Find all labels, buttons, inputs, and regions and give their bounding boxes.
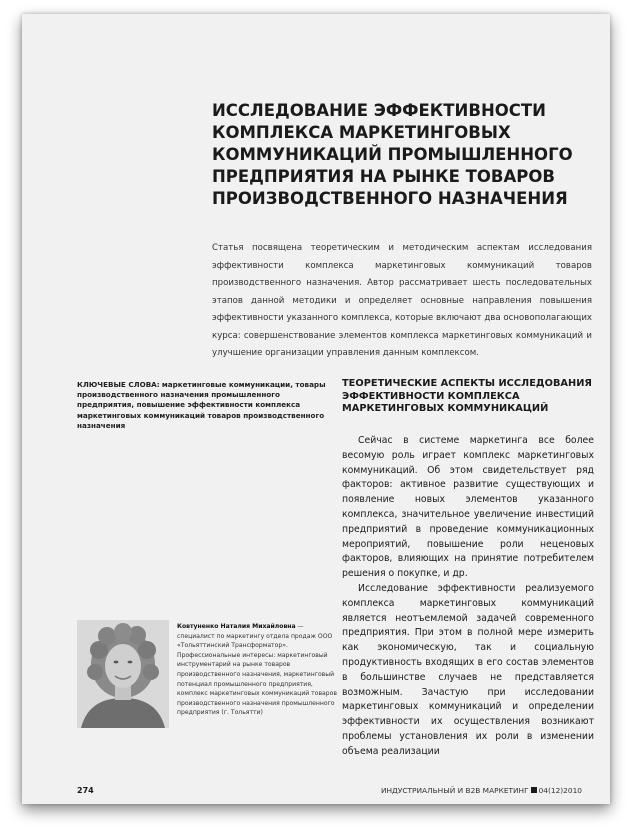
journal-issue: 04(12)2010 <box>538 786 582 795</box>
article-abstract: Статья посвящена теоретическим и методическим аспектам исследования эффективности комплекса маркетинговых коммуникаций товаров производственного назначения. Автор рассматривает шесть последовательных этапов данной методики и определяет основные направления повышения эффективности указанного комплекса, которые включают два основополагающих курса: совершенствование элементов комплекса маркетинговых коммуникаций и улучшение организации управления данным комплексом. <box>212 243 592 358</box>
keywords-block <box>77 380 339 431</box>
journal-name: ИНДУСТРИАЛЬНЫЙ И B2B МАРКЕТИНГ <box>380 786 529 795</box>
section-title: ТЕОРЕТИЧЕСКИЕ АСПЕКТЫ ИССЛЕДОВАНИЯ ЭФФЕКТИВНОСТИ КОМПЛЕКСА МАРКЕТИНГОВЫХ КОММУНИКАЦИЙ <box>342 378 592 414</box>
author-photo <box>77 620 169 728</box>
author-portrait-icon <box>77 620 169 728</box>
journal-footer <box>381 786 582 795</box>
body-paragraph: Сейчас в системе маркетинга все более весомую роль играет комплекс маркетинговых коммуникаций. Об этом свидетельствует ряд факторов: активное развитие существующих и появление новых элементов указанного комплекса, значительное увеличение инвестиций предприятий в проведение коммуникационных мероприятий, повышение роли неценовых факторов, влияющих на принятие потребителем решения о покупке, и др. <box>342 435 594 580</box>
article-body <box>342 434 594 760</box>
author-name: Ковтуненко Наталия Михайловна <box>177 623 296 630</box>
journal-page <box>22 14 610 804</box>
keywords-label: КЛЮЧЕВЫЕ СЛОВА: <box>77 380 160 389</box>
body-paragraph: Исследование эффективности реализуемого комплекса маркетинговых коммуникаций является неотъемлемой задачей современного предприятия. При этом в полной мере измерить как экономическую, так и социальную продуктивность входящих в его состав элементов в большинстве случаев не представляется возможным. Зачастую при исследовании маркетинговых коммуникаций и определении эффективности их осуществления возникают проблемы установления их роли в изменении объема реализации <box>342 582 594 757</box>
keywords-text: маркетинговые коммуникации, товары производственного назначения промышленного предприятия, повышение эффективности комплекса маркетинговых коммуникаций товаров производственного назначения <box>77 380 326 430</box>
article-title: ИССЛЕДОВАНИЕ ЭФФЕКТИВНОСТИ КОМПЛЕКСА МАРКЕТИНГОВЫХ КОММУНИКАЦИЙ ПРОМЫШЛЕННОГО ПРЕДПРИЯТИЯ НА РЫНКЕ ТОВАРОВ ПРОИЗВОДСТВЕННОГО НАЗНАЧЕНИЯ <box>212 101 573 208</box>
page-number: 274 <box>77 786 94 795</box>
author-info <box>177 622 337 718</box>
black-square-icon <box>531 787 537 793</box>
author-bio: — специалист по маркетингу отдела продаж ООО «Тольяттинский Трансформатор». Профессиональные интересы: маркетинговый инструментарий на рынке товаров производственного назначения, маркетинговый потенциал промышленного предприятия, комплекс маркетинговых коммуникаций товаров производственного назначения промышленного предприятия (г. Тольятти) <box>177 623 337 717</box>
